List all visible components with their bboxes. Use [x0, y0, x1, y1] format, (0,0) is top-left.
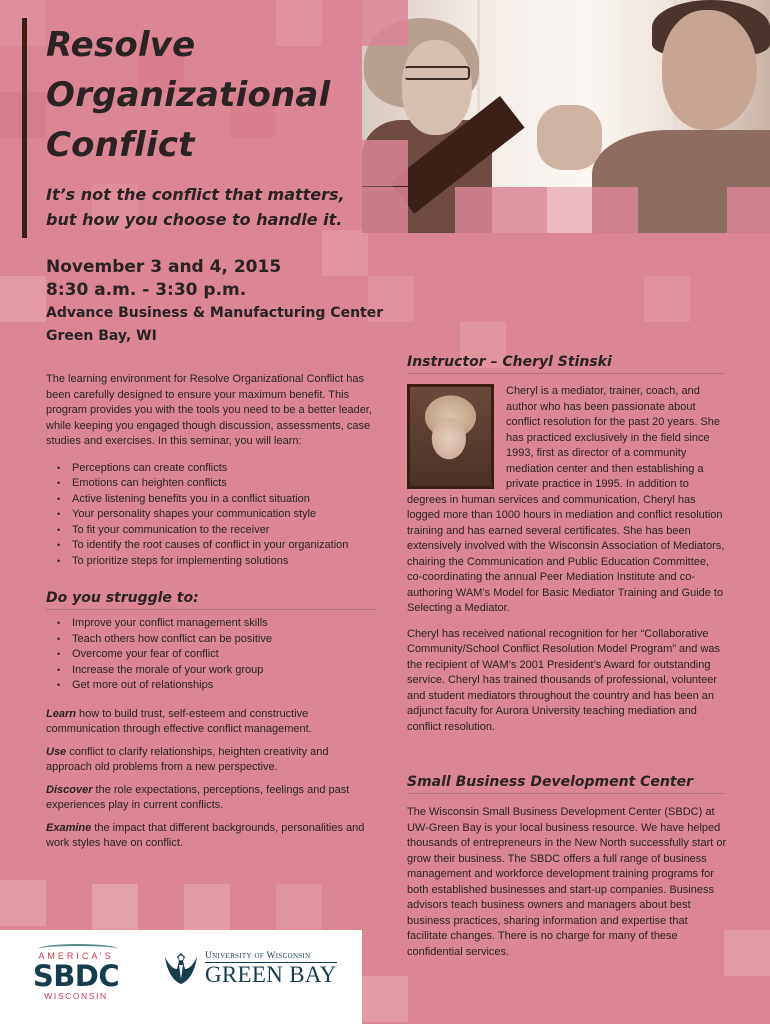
list-item: • To fit your communication to the receiver: [57, 523, 376, 539]
event-info: [46, 256, 383, 348]
intro-paragraph: The learning environment for Resolve Organizational Conflict has been carefully designed to ensure your maximum benefit. This program provides you with the tools you need to be a better leader, while keeping you engaged though discussion, assessments, case studies and exercises. In this seminar, you will learn:: [46, 373, 372, 447]
outcome-lead: Learn: [46, 707, 76, 720]
title-line: Organizational: [46, 75, 331, 115]
outcome-use: [46, 745, 376, 776]
event-date: November 3 and 4, 2015: [46, 257, 282, 277]
title-line: Resolve: [46, 25, 196, 65]
outcome-examine: [46, 821, 376, 852]
left-column: [46, 372, 376, 859]
struggle-heading: Do you struggle to:: [46, 588, 376, 610]
title-accent-bar: [22, 18, 27, 238]
list-item: • Teach others how conflict can be positive: [57, 632, 376, 648]
outcome-text: how to build trust, self-esteem and constructive communication through effective conflict management.: [46, 707, 312, 735]
sbdc-logo-top: AMERICA’S: [38, 951, 114, 961]
instructor-photo: [407, 384, 494, 489]
uwgb-logo-top: University of Wisconsin: [205, 950, 337, 963]
list-item: • Emotions can heighten conflicts: [57, 476, 376, 492]
sbdc-logo-main: SBDC: [32, 959, 120, 993]
event-time: 8:30 a.m. - 3:30 p.m.: [46, 280, 247, 300]
list-item: • To prioritize steps for implementing solutions: [57, 554, 376, 570]
instructor-bio-p1: Cheryl is a mediator, trainer, coach, and author who has been passionate about conflict resolution for the past 20 years. She has practiced exclusively in the field since 1993, first as director of a community mediation center and then establishing a private practice in 1995. In addition to degrees in human services and communication, Cheryl has logged more than 1000 hours in mediation and conflict resolution training and has earned several certificates. She has been extensively involved with the Wisconsin Association of Mediators, chairing the Communication and Public Education Committee, co-coordinating the annual Peer Mediation Institute and co-authoring WAM’s Model for Basic Mediator Training and Guide to Selecting a Mediator.: [407, 385, 725, 614]
title-line: Conflict: [46, 125, 195, 165]
sbdc-heading: Small Business Development Center: [407, 772, 725, 794]
learn-list: [57, 461, 376, 570]
uwgb-logo-main: GREEN BAY: [205, 962, 337, 987]
sbdc-logo-bottom: WISCONSIN: [44, 991, 108, 1001]
outcome-lead: Examine: [46, 821, 92, 834]
event-city: Green Bay, WI: [46, 328, 157, 344]
list-item: • Your personality shapes your communication style: [57, 507, 376, 523]
list-item: • Active listening benefits you in a conflict situation: [57, 492, 376, 508]
outcome-lead: Use: [46, 745, 67, 758]
page-title: [46, 20, 330, 170]
list-item: • Improve your conflict management skills: [57, 616, 376, 632]
list-item: • Perceptions can create conflicts: [57, 461, 376, 477]
tagline: [46, 182, 345, 232]
outcome-lead: Discover: [46, 783, 93, 796]
sbdc-logo: [26, 944, 126, 1002]
logo-footer: [0, 930, 362, 1024]
outcome-text: the impact that different backgrounds, personalities and work styles have on conflict.: [46, 821, 365, 849]
event-venue: Advance Business & Manufacturing Center: [46, 305, 384, 321]
outcome-text: conflict to clarify relationships, heighten creativity and approach old problems from a new perspective.: [46, 745, 329, 773]
struggle-list: [57, 616, 376, 694]
list-item: • Increase the morale of your work group: [57, 663, 376, 679]
hero-photo: [362, 0, 770, 233]
right-column: [407, 352, 727, 960]
tagline-line: It’s not the conflict that matters,: [46, 185, 345, 204]
phoenix-icon: [163, 951, 199, 987]
list-item: • Overcome your fear of conflict: [57, 647, 376, 663]
outcome-learn: [46, 707, 376, 738]
list-item: • To identify the root causes of conflict in your organization: [57, 538, 376, 554]
instructor-heading: Instructor – Cheryl Stinski: [407, 352, 725, 374]
list-item: • Get more out of relationships: [57, 678, 376, 694]
outcome-discover: [46, 783, 376, 814]
tagline-line: but how you choose to handle it.: [46, 210, 343, 229]
outcome-text: the role expectations, perceptions, feelings and past experiences play in current conflicts.: [46, 783, 350, 811]
instructor-bio-p2: Cheryl has received national recognition for her “Collaborative Community/School Conflict Resolution Model Program” and was the recipient of WAM’s 2001 President’s Award for outstanding service. Cheryl has trained thousands of professional, volunteer and student mediators throughout the country and has been an adjunct faculty for Aurora University teaching mediation and conflict resolution.: [407, 627, 721, 733]
uwgb-logo: [163, 950, 337, 987]
instructor-bio: [407, 384, 727, 735]
sbdc-paragraph: The Wisconsin Small Business Development Center (SBDC) at UW-Green Bay is your local business resource. We have helped thousands of entrepreneurs in the New North successfully start or grow their business. The SBDC offers a full range of business management and workforce development training programs for both established businesses and start-up companies. Business advisors teach business owners and managers about best business practices, sharing information and expertise that facilitate changes. There is no charge for many of these confidential services.: [407, 806, 727, 958]
swoosh-icon: [38, 944, 118, 954]
